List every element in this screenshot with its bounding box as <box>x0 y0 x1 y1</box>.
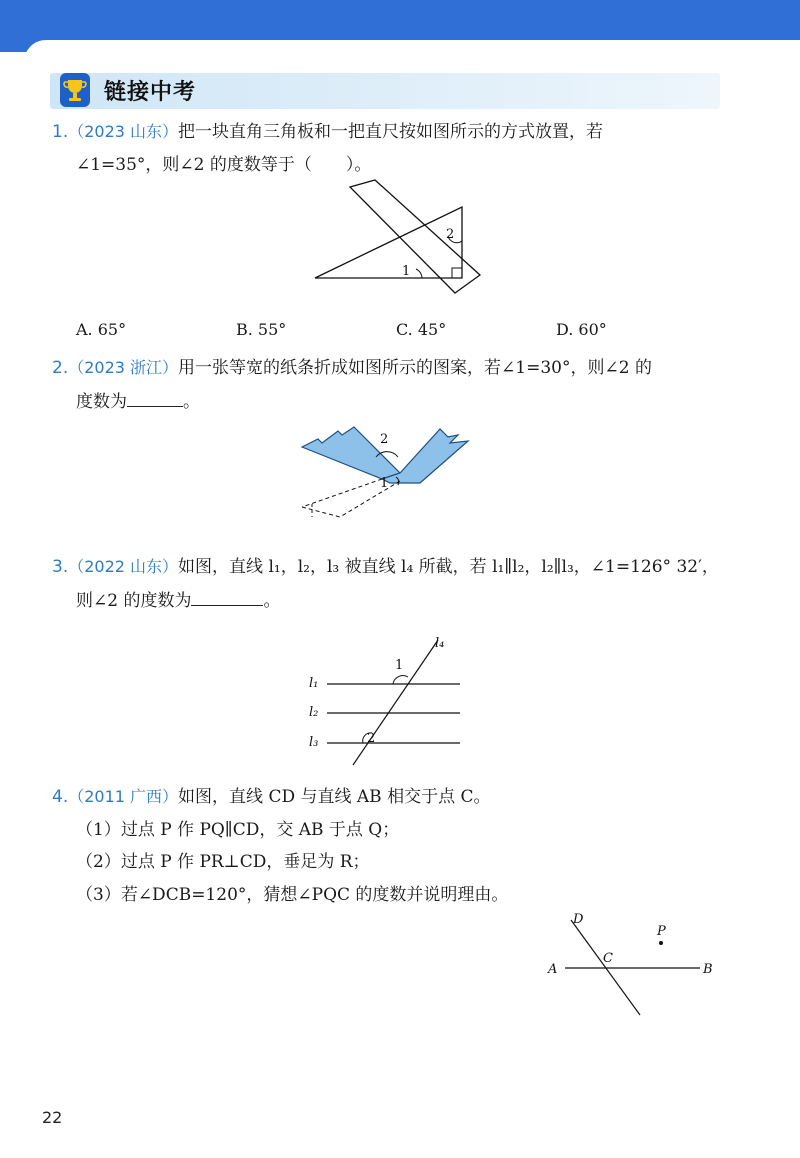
q2-stem: 用一张等宽的纸条折成如图所示的图案，若∠1=30°，则∠2 的 <box>178 358 652 378</box>
q1-angle1-arc <box>416 269 422 278</box>
q4-source: （2011 广西） <box>68 787 179 806</box>
page-number: 22 <box>42 1108 63 1127</box>
q1-angle1-label: 1 <box>402 264 411 279</box>
q2-angle1-label: 1 <box>380 476 389 491</box>
q2-number: 2. <box>52 358 69 378</box>
q4-label-b: B <box>703 962 713 977</box>
q4-line1 <box>52 786 490 808</box>
q4-label-p: P <box>657 924 666 939</box>
q2-right-strip <box>382 429 468 483</box>
q3-angle1-label: 1 <box>395 658 404 673</box>
q3-label-l2: l₂ <box>309 705 319 720</box>
q3-line2-suffix: 。 <box>263 591 281 611</box>
q1-number: 1. <box>52 122 69 142</box>
q1-ruler <box>350 180 480 293</box>
q1-source: （2023 山东） <box>68 122 179 141</box>
q1-option-b[interactable]: B. 55° <box>236 320 287 339</box>
q4-figure <box>545 905 725 1020</box>
q1-line2: ∠1=35°，则∠2 的度数等于（ ）。 <box>76 155 372 175</box>
q2-answer-blank[interactable] <box>127 390 183 407</box>
q4-point-p <box>659 941 663 945</box>
q4-label-d: D <box>573 912 584 927</box>
q3-label-l4: l₄ <box>435 636 445 651</box>
q2-angle2-label: 2 <box>380 432 389 447</box>
q3-number: 3. <box>52 557 69 577</box>
q3-figure <box>305 635 465 770</box>
q3-line2 <box>76 589 280 612</box>
q3-source: （2022 山东） <box>68 557 179 576</box>
q3-angle1-arc <box>393 676 408 684</box>
q2-figure <box>300 425 480 520</box>
q1-triangle <box>315 207 462 278</box>
q1-figure <box>300 180 500 300</box>
q1-option-c[interactable]: C. 45° <box>396 320 447 339</box>
q1-option-d[interactable]: D. 60° <box>556 320 607 339</box>
q3-label-l3: l₃ <box>309 735 319 750</box>
q4-label-a: A <box>548 962 558 977</box>
q4-sub3: （3）若∠DCB=120°，猜想∠PQC 的度数并说明理由。 <box>76 885 509 905</box>
q1-stem: 把一块直角三角板和一把直尺按如图所示的方式放置，若 <box>178 122 604 142</box>
q3-answer-blank[interactable] <box>191 589 263 606</box>
q3-stem: 如图，直线 l₁，l₂，l₃ 被直线 l₄ 所截，若 l₁∥l₂，l₂∥l₃，∠1=126° 32′， <box>178 557 719 577</box>
q1-option-a[interactable]: A. 65° <box>76 320 127 339</box>
q4-stem: 如图，直线 CD 与直线 AB 相交于点 C。 <box>178 787 491 807</box>
q4-sub1: （1）过点 P 作 PQ∥CD，交 AB 于点 Q； <box>76 820 400 840</box>
q2-line2 <box>76 390 200 413</box>
q2-line2-prefix: 度数为 <box>76 392 127 412</box>
q1-angle2-label: 2 <box>446 227 455 242</box>
q3-angle2-label: 2 <box>367 731 376 746</box>
q1-line1 <box>52 121 603 143</box>
q1-right-angle-mark <box>452 268 462 278</box>
q2-line2-suffix: 。 <box>183 392 200 412</box>
q3-label-l1: l₁ <box>309 676 319 691</box>
section-title: 链接中考 <box>104 80 197 105</box>
q2-line1 <box>52 357 652 379</box>
q4-sub2: （2）过点 P 作 PR⊥CD，垂足为 R； <box>76 852 370 872</box>
q4-label-c: C <box>603 951 613 966</box>
trophy-icon <box>58 71 92 109</box>
q4-number: 4. <box>52 787 69 807</box>
q3-line2-prefix: 则∠2 的度数为 <box>76 591 192 611</box>
q2-source: （2023 浙江） <box>68 358 179 377</box>
q3-line1 <box>52 556 719 578</box>
